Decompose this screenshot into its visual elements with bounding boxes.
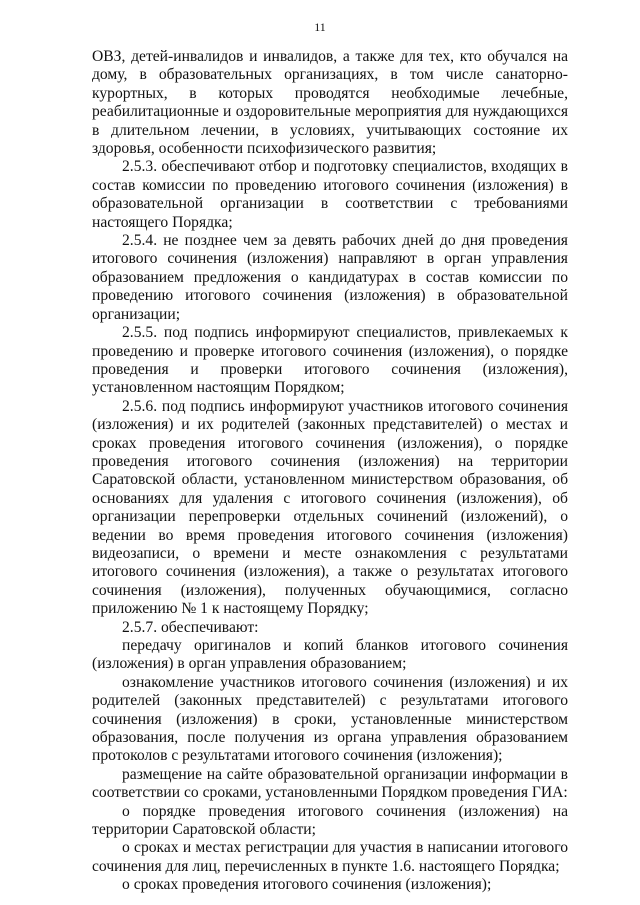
paragraph-2-5-4: 2.5.4. не позднее чем за девять рабочих дней до дня проведения итогового сочинения (изложения) направляют в орган управления образованием предложения о кандидатурах в состав комиссии по проведению итогового сочинения (изложения) в образовательной организации; — [92, 232, 568, 323]
page-number: 11 — [314, 20, 326, 34]
document-body — [92, 48, 568, 895]
paragraph-2-5-3: 2.5.3. обеспечивают отбор и подготовку специалистов, входящих в состав комиссии по проведению итогового сочинения (изложения) в образовательной организации в соответствии с требованиями настоящего Порядка; — [92, 158, 568, 231]
paragraph-transfer-blanks: передачу оригиналов и копий бланков итогового сочинения (изложения) в орган управления образованием; — [92, 637, 568, 673]
paragraph-site-posting: размещение на сайте образовательной организации информации в соответствии со сроками, установленными Порядком проведения ГИА: — [92, 765, 568, 802]
paragraph-dates-info: о сроках проведения итогового сочинения (изложения); — [122, 876, 492, 894]
paragraph-order-info: о порядке проведения итогового сочинения (изложения) на территории Саратовской области; — [92, 802, 568, 839]
paragraph-2-5-5: 2.5.5. под подпись информируют специалистов, привлекаемых к проведению и проверке итогового сочинения (изложения), о порядке проведения и проверки итогового сочинения (изложения), установленном настоящим Порядком; — [92, 324, 568, 397]
paragraph-ovz-continuation: ОВЗ, детей-инвалидов и инвалидов, а также для тех, кто обучался на дому, в образовательных организациях, в том числе санаторно-курортных, в которых проводятся необходимые лечебные, реабилитационные и оздоровительные мероприятия для нуждающихся в длительном лечении, в условиях, учитывающих состояние их здоровья, особенности психофизического развития; — [92, 48, 568, 158]
paragraph-registration-info: о сроках и местах регистрации для участия в написании итогового сочинения для лиц, перечисленных в пункте 1.6. настоящего Порядка; — [92, 839, 568, 875]
paragraph-2-5-7: 2.5.7. обеспечивают: — [122, 618, 259, 636]
paragraph-familiarization: ознакомление участников итогового сочинения (изложения) и их родителей (законных представителей) с результатами итогового сочинения (изложения) в сроки, установленные министерством образования, после получения из органа управления образованием протоколов с результатами итогового сочинения (изложения); — [92, 673, 568, 765]
paragraph-2-5-6: 2.5.6. под подпись информируют участников итогового сочинения (изложения) и их родителей (законных представителей) о местах и сроках проведения итогового сочинения (изложения), о порядке проведения итогового сочинения (изложения) на территории Саратовской области, установленном министерством образования, об основаниях для удаления с итогового сочинения (изложения), об организации перепроверки отдельных сочинений (изложений), о ведении во время проведения итогового сочинения (изложения) видеозаписи, о времени и месте ознакомления с результатами итогового сочинения (изложения), а также о результатах итогового сочинения (изложения), полученных обучающимися, согласно приложению № 1 к настоящему Порядку; — [92, 397, 568, 618]
